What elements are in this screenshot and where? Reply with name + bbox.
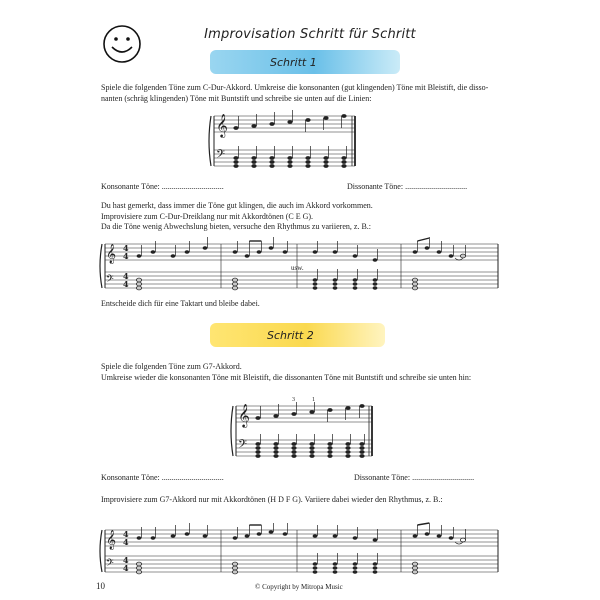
step1-text2-line2: Improvisiere zum C-Dur-Dreiklang nur mit Akkordtönen (C E G). <box>101 211 314 221</box>
step1-consonant-label: Konsonante Töne: ............................... <box>101 182 224 191</box>
step1-text2-line1: Du hast gemerkt, dass immer die Töne gut klingen, die auch im Akkord vorkommen. <box>101 201 373 210</box>
usw-label: usw. <box>291 264 304 272</box>
svg-text:𝄢: 𝄢 <box>106 273 114 287</box>
step1-intro <box>101 83 501 104</box>
step2-consonant-label: Konsonante Töne: ............................... <box>101 473 224 482</box>
fingering-1: 1 <box>312 397 315 403</box>
page-title: Improvisation Schritt für Schritt <box>204 27 416 42</box>
svg-text:𝄞: 𝄞 <box>106 530 117 550</box>
svg-text:𝄢: 𝄢 <box>106 557 114 571</box>
decide-text: Entscheide dich für eine Taktart und bleibe dabei. <box>101 299 260 308</box>
time-sig-bottom-1: 4 <box>123 251 129 261</box>
svg-text:𝄞: 𝄞 <box>238 403 250 427</box>
step1-text2-line3: Da die Töne wenig Abwechslung bieten, versuche den Rhythmus zu variieren, z. B.: <box>101 222 372 231</box>
svg-text:𝄢: 𝄢 <box>216 148 226 164</box>
page-number: 10 <box>96 581 105 591</box>
time-sig-bottom-2: 4 <box>123 279 129 289</box>
grand-staff-2 <box>232 396 377 464</box>
step2-intro-line1: Spiele die folgenden Töne zum G7-Akkord. <box>101 362 242 371</box>
step2-improvise: Improvisiere zum G7-Akkord nur mit Akkordtönen (H D F G). Variiere dabei wieder den Rhythmus, z. B.: <box>101 495 443 504</box>
time-sig-top-1: 4 <box>123 243 129 253</box>
step1-dissonant-label: Dissonante Töne: ............................... <box>347 182 468 191</box>
time-sig-bottom-4: 4 <box>123 563 129 573</box>
svg-text:𝄞: 𝄞 <box>106 244 117 264</box>
grand-staff-rhythm-1 <box>101 240 501 292</box>
step2-intro <box>101 362 501 383</box>
fingering-3: 3 <box>292 397 295 403</box>
step1-intro-line1: Spiele die folgenden Töne zum C-Dur-Akkord. Umkreise die konsonanten (gut klingenden) Töne mit Bleistift, die disso- <box>101 83 489 92</box>
svg-text:𝄞: 𝄞 <box>216 113 228 137</box>
step2-intro-line2: Umkreise wieder die konsonanten Töne mit Bleistift, die dissonanten Töne mit Buntstift und schreibe sie unten hin: <box>101 372 472 382</box>
step1-text2 <box>101 201 501 233</box>
step1-label: Schritt 1 <box>270 56 317 69</box>
step1-intro-line2: nanten (schräg klingenden) Töne mit Buntstift und schreibe sie unten auf die Linien: <box>101 93 372 103</box>
time-sig-top-3: 4 <box>123 529 129 539</box>
copyright: © Copyright by Mitropa Music <box>255 583 343 591</box>
time-sig-top-4: 4 <box>123 555 129 565</box>
grand-staff-rhythm-2 <box>101 526 501 576</box>
step2-dissonant-label: Dissonante Töne: ............................... <box>354 473 475 482</box>
svg-text:𝄢: 𝄢 <box>238 438 248 454</box>
step2-label: Schritt 2 <box>267 329 314 342</box>
grand-staff-1 <box>210 110 360 172</box>
time-sig-top-2: 4 <box>123 271 129 281</box>
time-sig-bottom-3: 4 <box>123 537 129 547</box>
smiley-face-icon <box>100 22 145 67</box>
